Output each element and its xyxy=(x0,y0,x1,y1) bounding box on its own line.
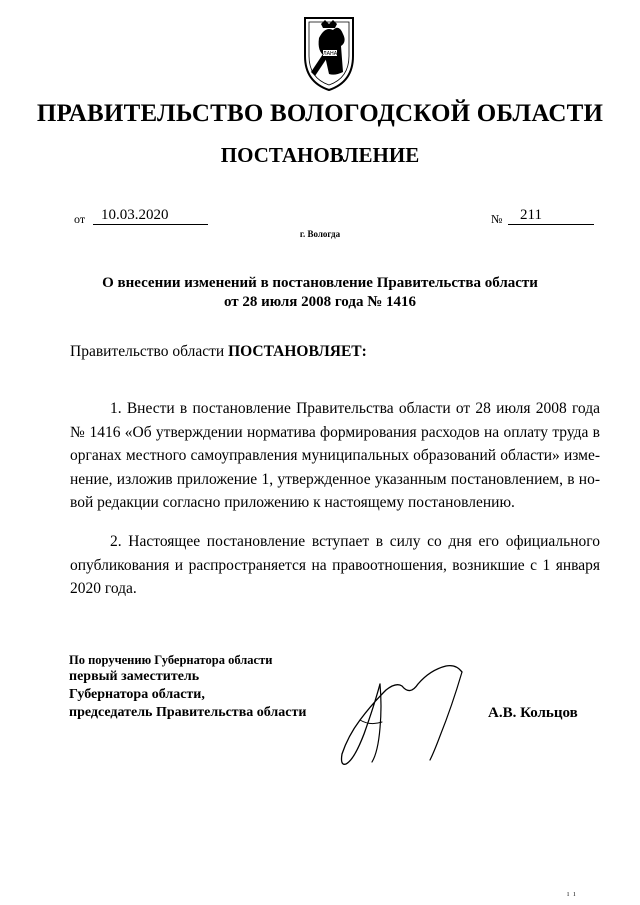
coat-of-arms-emblem xyxy=(299,12,359,92)
document-subject xyxy=(60,274,580,312)
emblem-lettering: ЛАНА xyxy=(322,51,338,57)
paragraph-line: органах местного самоуправления муниципальных образований области» изме- xyxy=(70,447,600,464)
paragraph-line: 1. Внести в постановление Правительства области от 28 июля 2008 года xyxy=(110,400,600,417)
preamble-keyword: ПОСТАНОВЛЯЕТ: xyxy=(228,343,367,360)
date-prefix: от xyxy=(74,212,86,226)
paragraph-line: 2020 года. xyxy=(70,580,137,597)
signer-name: А.В. Кольцов xyxy=(488,705,578,721)
paragraph-line: опубликования и распространяется на правоотношения, возникшие с 1 января xyxy=(70,556,600,574)
signatory-line-2: первый заместитель xyxy=(69,669,200,684)
city: г. Вологда xyxy=(299,229,341,239)
document-type: ПОСТАНОВЛЕНИЕ xyxy=(220,143,420,167)
paragraph-1 xyxy=(70,397,600,515)
paragraph-2 xyxy=(70,530,600,601)
paragraph-line: № 1416 «Об утверждении норматива формирования расходов на оплату труда в xyxy=(70,423,600,441)
document-date: 10.03.2020 xyxy=(93,206,208,225)
preamble-text: Правительство области xyxy=(70,343,229,360)
subject-line-1: О внесении изменений в постановление Правительства области xyxy=(102,275,538,291)
page-mark: ı ı xyxy=(567,889,576,898)
document-number: 211 xyxy=(508,206,594,225)
paragraph-line: нение, изложив приложение 1, утвержденное указанным постановлением, в но- xyxy=(70,470,600,488)
paragraph-line: вой редакции согласно приложению к настоящему постановлению. xyxy=(70,494,515,511)
signatory-line-4: председатель Правительства области xyxy=(69,705,307,720)
paragraph-line: 2. Настоящее постановление вступает в силу со дня его официального xyxy=(110,533,600,550)
signatory-line-1: По поручению Губернатора области xyxy=(69,653,273,667)
preamble xyxy=(70,343,367,361)
number-prefix: № xyxy=(491,212,503,226)
signatory-title-block xyxy=(69,652,306,722)
handwritten-signature xyxy=(330,656,480,768)
organization-title: ПРАВИТЕЛЬСТВО ВОЛОГОДСКОЙ ОБЛАСТИ xyxy=(36,100,604,127)
subject-line-2: от 28 июля 2008 года № 1416 xyxy=(223,294,417,310)
signatory-line-3: Губернатора области, xyxy=(69,687,205,702)
